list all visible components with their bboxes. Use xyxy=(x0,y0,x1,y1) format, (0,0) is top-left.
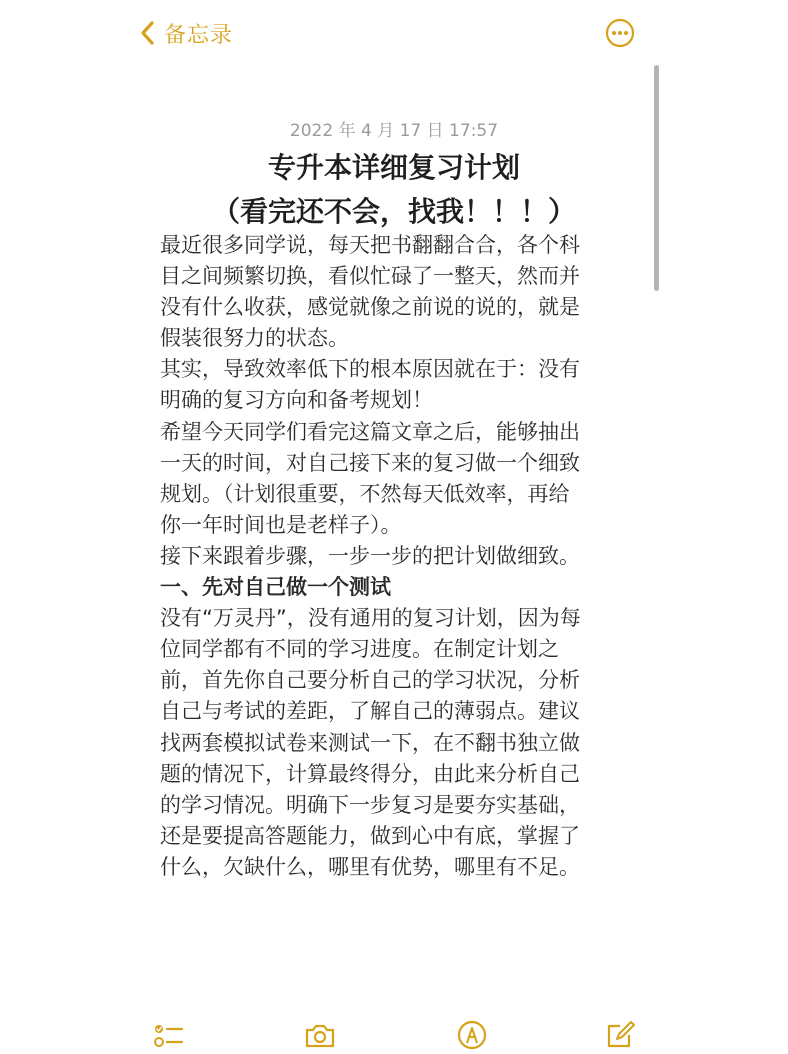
back-button[interactable] xyxy=(138,16,233,50)
ellipsis-circle-icon xyxy=(605,18,635,48)
note-title-line2: （看完还不会，找我！！！） xyxy=(211,195,576,228)
section-heading: 一、先对自己做一个测试 xyxy=(160,575,391,600)
paragraph: 最近很多同学说，每天把书翻翻合合，各个科 目之间频繁切换，看似忙碌了一整天，然而并 没有什么收获，感觉就像之前说的说的，就是 假装很努力的状态。 xyxy=(160,233,580,351)
more-button[interactable] xyxy=(605,18,635,48)
paragraph: 没有“万灵丹”，没有通用的复习计划，因为每 位同学都有不同的学习进度。在制定计划之 前，首先你自己要分析自己的学习状况，分析 自己与考试的差距，了解自己的薄弱点。建议 找两套模拟试卷来测试一下，在不翻书独立做 题的情况下，计算最终得分，由此来分析自己 的学习情况。明确下一步复习是要夯实基础， 还是要提高答题能力，做到心中有底，掌握了 什么，欠缺什么，哪里有优势，哪里有不足。 xyxy=(160,606,581,879)
toolbar xyxy=(0,1014,788,1051)
navigation-bar xyxy=(0,0,788,66)
chevron-left-icon xyxy=(138,18,158,48)
back-label: 备忘录 xyxy=(164,22,234,48)
note-title-line1: 专升本详细复习计划 xyxy=(267,151,520,184)
note-body[interactable] xyxy=(160,230,620,883)
checklist-icon xyxy=(152,1020,186,1050)
camera-button[interactable] xyxy=(303,1020,337,1050)
compose-button[interactable] xyxy=(604,1020,638,1050)
paragraph: 希望今天同学们看完这篇文章之后，能够抽出 一天的时间，对自己接下来的复习做一个细致 规划。（计划很重要，不然每天低效率，再给 你一年时间也是老样子）。 xyxy=(160,419,580,537)
note-date: 2022 年 4 月 17 日 17:57 xyxy=(289,121,499,141)
compose-icon xyxy=(604,1020,638,1050)
checklist-button[interactable] xyxy=(152,1020,186,1050)
markup-pen-icon xyxy=(455,1020,489,1050)
markup-button[interactable] xyxy=(455,1020,489,1050)
paragraph: 接下来跟着步骤，一步一步的把计划做细致。 xyxy=(160,543,580,568)
paragraph: 其实，导致效率低下的根本原因就在于：没有 明确的复习方向和备考规划！ xyxy=(160,357,580,413)
camera-icon xyxy=(303,1020,337,1050)
